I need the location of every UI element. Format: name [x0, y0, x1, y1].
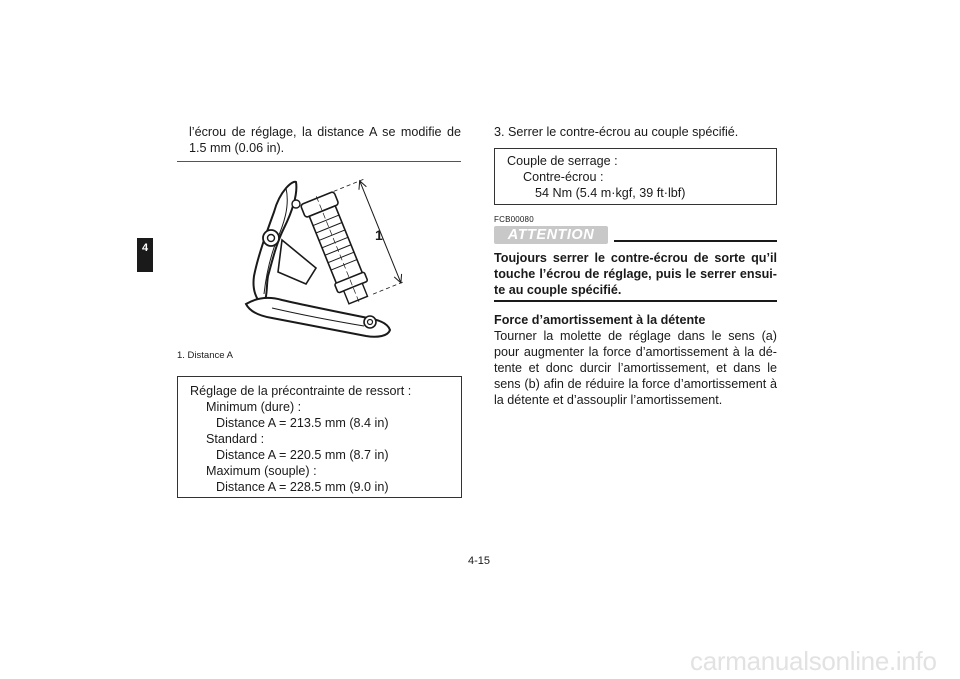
shock-absorber-illustration	[238, 172, 408, 344]
attention-code: FCB00080	[494, 215, 534, 224]
intro-line-1: l’écrou de réglage, la distance A se modifie de	[189, 125, 461, 139]
spec-standard-value: Distance A = 220.5 mm (8.7 in)	[216, 448, 389, 462]
body-line-5: la détente et d’assouplir l’amortissement.	[494, 393, 723, 407]
body-line-2: pour augmenter la force d’amortissement à la dé-	[494, 345, 777, 359]
attention-line-2: touche l’écrou de réglage, puis le serrer ensui-	[494, 267, 777, 281]
body-line-4: sens (b) afin de réduire la force d’amortissement à	[494, 377, 777, 391]
body-line-3: tente et donc durcir l’amortissement, et dans le	[494, 361, 777, 375]
intro-line-2: 1.5 mm (0.06 in).	[189, 141, 285, 155]
spec-box-title: Réglage de la précontrainte de ressort :	[190, 384, 412, 398]
page-number: 4-15	[468, 555, 491, 567]
step-3: 3. Serrer le contre-écrou au couple spécifié.	[494, 125, 739, 139]
intro-divider	[177, 161, 461, 162]
attention-rule-bottom	[494, 300, 777, 302]
watermark: carmanualsonline.info	[690, 646, 937, 676]
attention-line-3: te au couple spécifié.	[494, 283, 622, 297]
figure-caption: 1. Distance A	[177, 350, 233, 361]
attention-rule-top	[614, 240, 777, 242]
spec-standard-label: Standard :	[206, 432, 265, 446]
section-title: Force d’amortissement à la détente	[494, 313, 706, 327]
torque-spec-box	[494, 148, 777, 205]
attention-line-1: Toujours serrer le contre-écrou de sorte qu’il	[494, 251, 777, 265]
attention-label: ATTENTION	[494, 226, 608, 244]
torque-label: Contre-écrou :	[523, 170, 604, 184]
spec-maximum-value: Distance A = 228.5 mm (9.0 in)	[216, 480, 389, 494]
torque-value: 54 Nm (5.4 m·kgf, 39 ft·lbf)	[535, 186, 686, 200]
chapter-tab: 4	[137, 238, 153, 272]
spec-minimum-label: Minimum (dure) :	[206, 400, 302, 414]
preload-spec-box	[177, 376, 462, 498]
body-line-1: Tourner la molette de réglage dans le sens (a)	[494, 329, 777, 343]
spec-minimum-value: Distance A = 213.5 mm (8.4 in)	[216, 416, 389, 430]
spec-maximum-label: Maximum (souple) :	[206, 464, 317, 478]
figure-callout-1: 1	[375, 227, 383, 243]
torque-title: Couple de serrage :	[507, 154, 618, 168]
